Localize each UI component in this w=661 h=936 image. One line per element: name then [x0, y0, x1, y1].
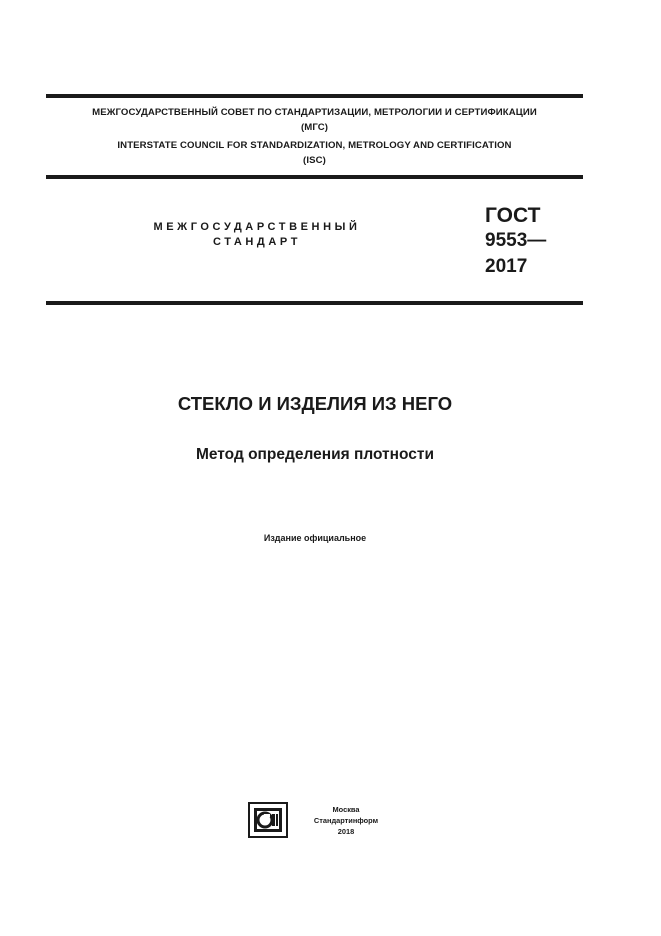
- publisher-city: Москва: [332, 805, 360, 814]
- publication-year: 2018: [337, 827, 355, 836]
- council-name-ru: МЕЖГОСУДАРСТВЕННЫЙ СОВЕТ ПО СТАНДАРТИЗАЦИИ, МЕТРОЛОГИИ И СЕРТИФИКАЦИИ: [92, 107, 537, 118]
- publisher-name: Стандартинформ: [313, 816, 379, 825]
- standard-type-line1: МЕЖГОСУДАРСТВЕННЫЙ: [153, 221, 361, 233]
- middle-rule: [46, 175, 583, 179]
- council-name-en: INTERSTATE COUNCIL FOR STANDARDIZATION, METROLOGY AND CERTIFICATION: [117, 140, 512, 151]
- gost-designation-prefix: ГОСТ: [485, 204, 541, 227]
- standard-type-line2: СТАНДАРТ: [212, 236, 302, 248]
- edition-note: Издание официальное: [263, 533, 367, 543]
- council-abbr-ru: (МГС): [300, 122, 329, 133]
- bottom-rule: [46, 301, 583, 305]
- document-title: СТЕКЛО И ИЗДЕЛИЯ ИЗ НЕГО: [177, 393, 453, 414]
- gost-designation-number: 9553—: [485, 230, 547, 251]
- standartinform-logo-icon: [248, 802, 288, 838]
- publisher-imprint: [306, 804, 386, 837]
- council-abbr-en: (ISC): [303, 155, 326, 166]
- document-subtitle: Метод определения плотности: [195, 446, 435, 463]
- top-rule: [46, 94, 583, 98]
- gost-designation-year: 2017: [485, 256, 528, 277]
